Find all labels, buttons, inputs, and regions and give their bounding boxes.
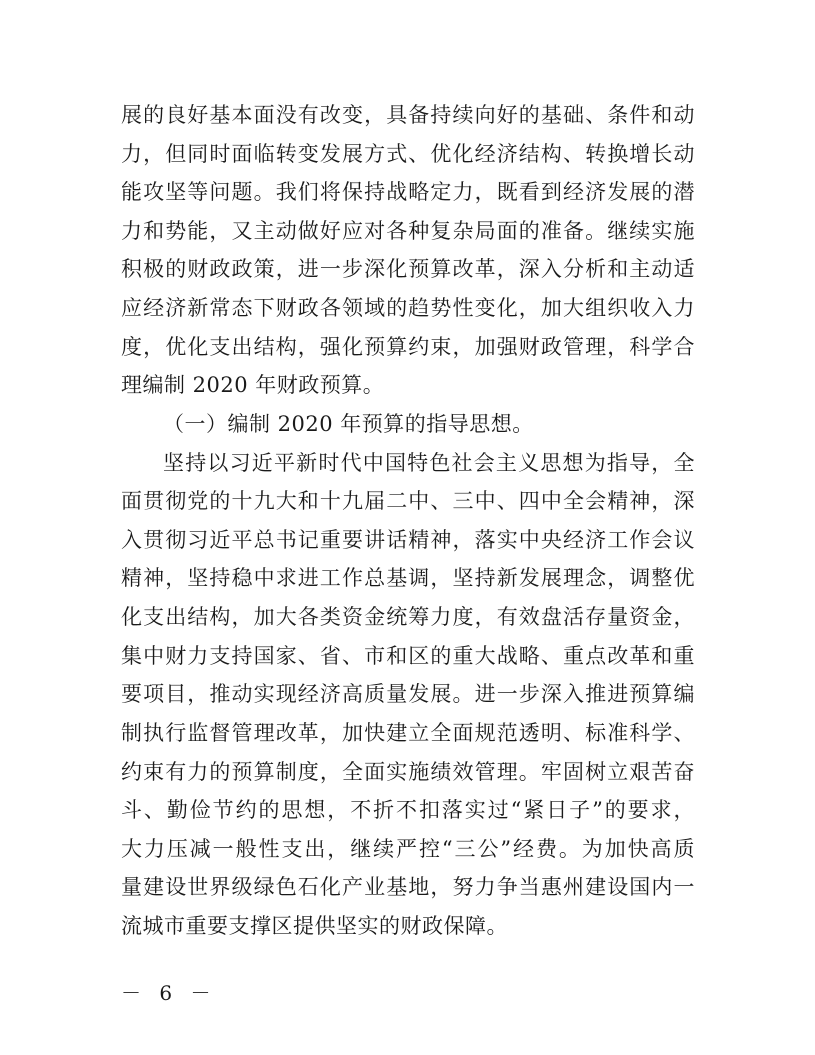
paragraph-1-line-4: 力和势能，又主动做好应对各种复杂局面的准备。继续实施 bbox=[121, 219, 695, 243]
page-number: － 6 － bbox=[121, 981, 217, 1005]
paragraph-1-line-7: 度，优化支出结构，强化预算约束，加强财政管理，科学合 bbox=[121, 335, 695, 359]
paragraph-2-line-7: 要项目，推动实现经济高质量发展。进一步深入推进预算编 bbox=[121, 682, 695, 706]
paragraph-2-line-10: 斗、勤俭节约的思想，不折不扣落实过“紧日子”的要求， bbox=[121, 798, 695, 822]
paragraph-1-line-5: 积极的财政政策，进一步深化预算改革，深入分析和主动适 bbox=[121, 257, 695, 281]
paragraph-2-line-9: 约束有力的预算制度，全面实施绩效管理。牢固树立艰苦奋 bbox=[121, 760, 695, 784]
paragraph-2-line-11: 大力压减一般性支出，继续严控“三公”经费。为加快高质 bbox=[121, 837, 695, 861]
paragraph-2-line-12: 量建设世界级绿色石化产业基地，努力争当惠州建设国内一 bbox=[121, 875, 695, 899]
paragraph-2-line-5: 化支出结构，加大各类资金统筹力度，有效盘活存量资金， bbox=[121, 605, 695, 629]
paragraph-1-line-1: 展的良好基本面没有改变，具备持续向好的基础、条件和动 bbox=[121, 103, 695, 127]
paragraph-1-line-6: 应经济新常态下财政各领域的趋势性变化，加大组织收入力 bbox=[121, 296, 695, 320]
paragraph-2-line-8: 制执行监督管理改革，加快建立全面规范透明、标准科学、 bbox=[121, 721, 695, 745]
paragraph-2-line-3: 入贯彻习近平总书记重要讲话精神，落实中央经济工作会议 bbox=[121, 528, 695, 552]
paragraph-2-line-4: 精神，坚持稳中求进工作总基调，坚持新发展理念，调整优 bbox=[121, 566, 695, 590]
paragraph-1-line-2: 力，但同时面临转变发展方式、优化经济结构、转换增长动 bbox=[121, 142, 695, 166]
section-heading: （一）编制 2020 年预算的指导思想。 bbox=[163, 412, 534, 436]
paragraph-1-line-8: 理编制 2020 年财政预算。 bbox=[121, 373, 385, 397]
paragraph-2-line-6: 集中财力支持国家、省、市和区的重大战略、重点改革和重 bbox=[121, 644, 695, 668]
paragraph-2-line-1: 坚持以习近平新时代中国特色社会主义思想为指导，全 bbox=[163, 451, 695, 475]
paragraph-1-line-3: 能攻坚等问题。我们将保持战略定力，既看到经济发展的潜 bbox=[121, 180, 695, 204]
paragraph-2-line-2: 面贯彻党的十九大和十九届二中、三中、四中全会精神，深 bbox=[121, 489, 695, 513]
paragraph-2-line-13: 流城市重要支撑区提供坚实的财政保障。 bbox=[121, 914, 508, 938]
